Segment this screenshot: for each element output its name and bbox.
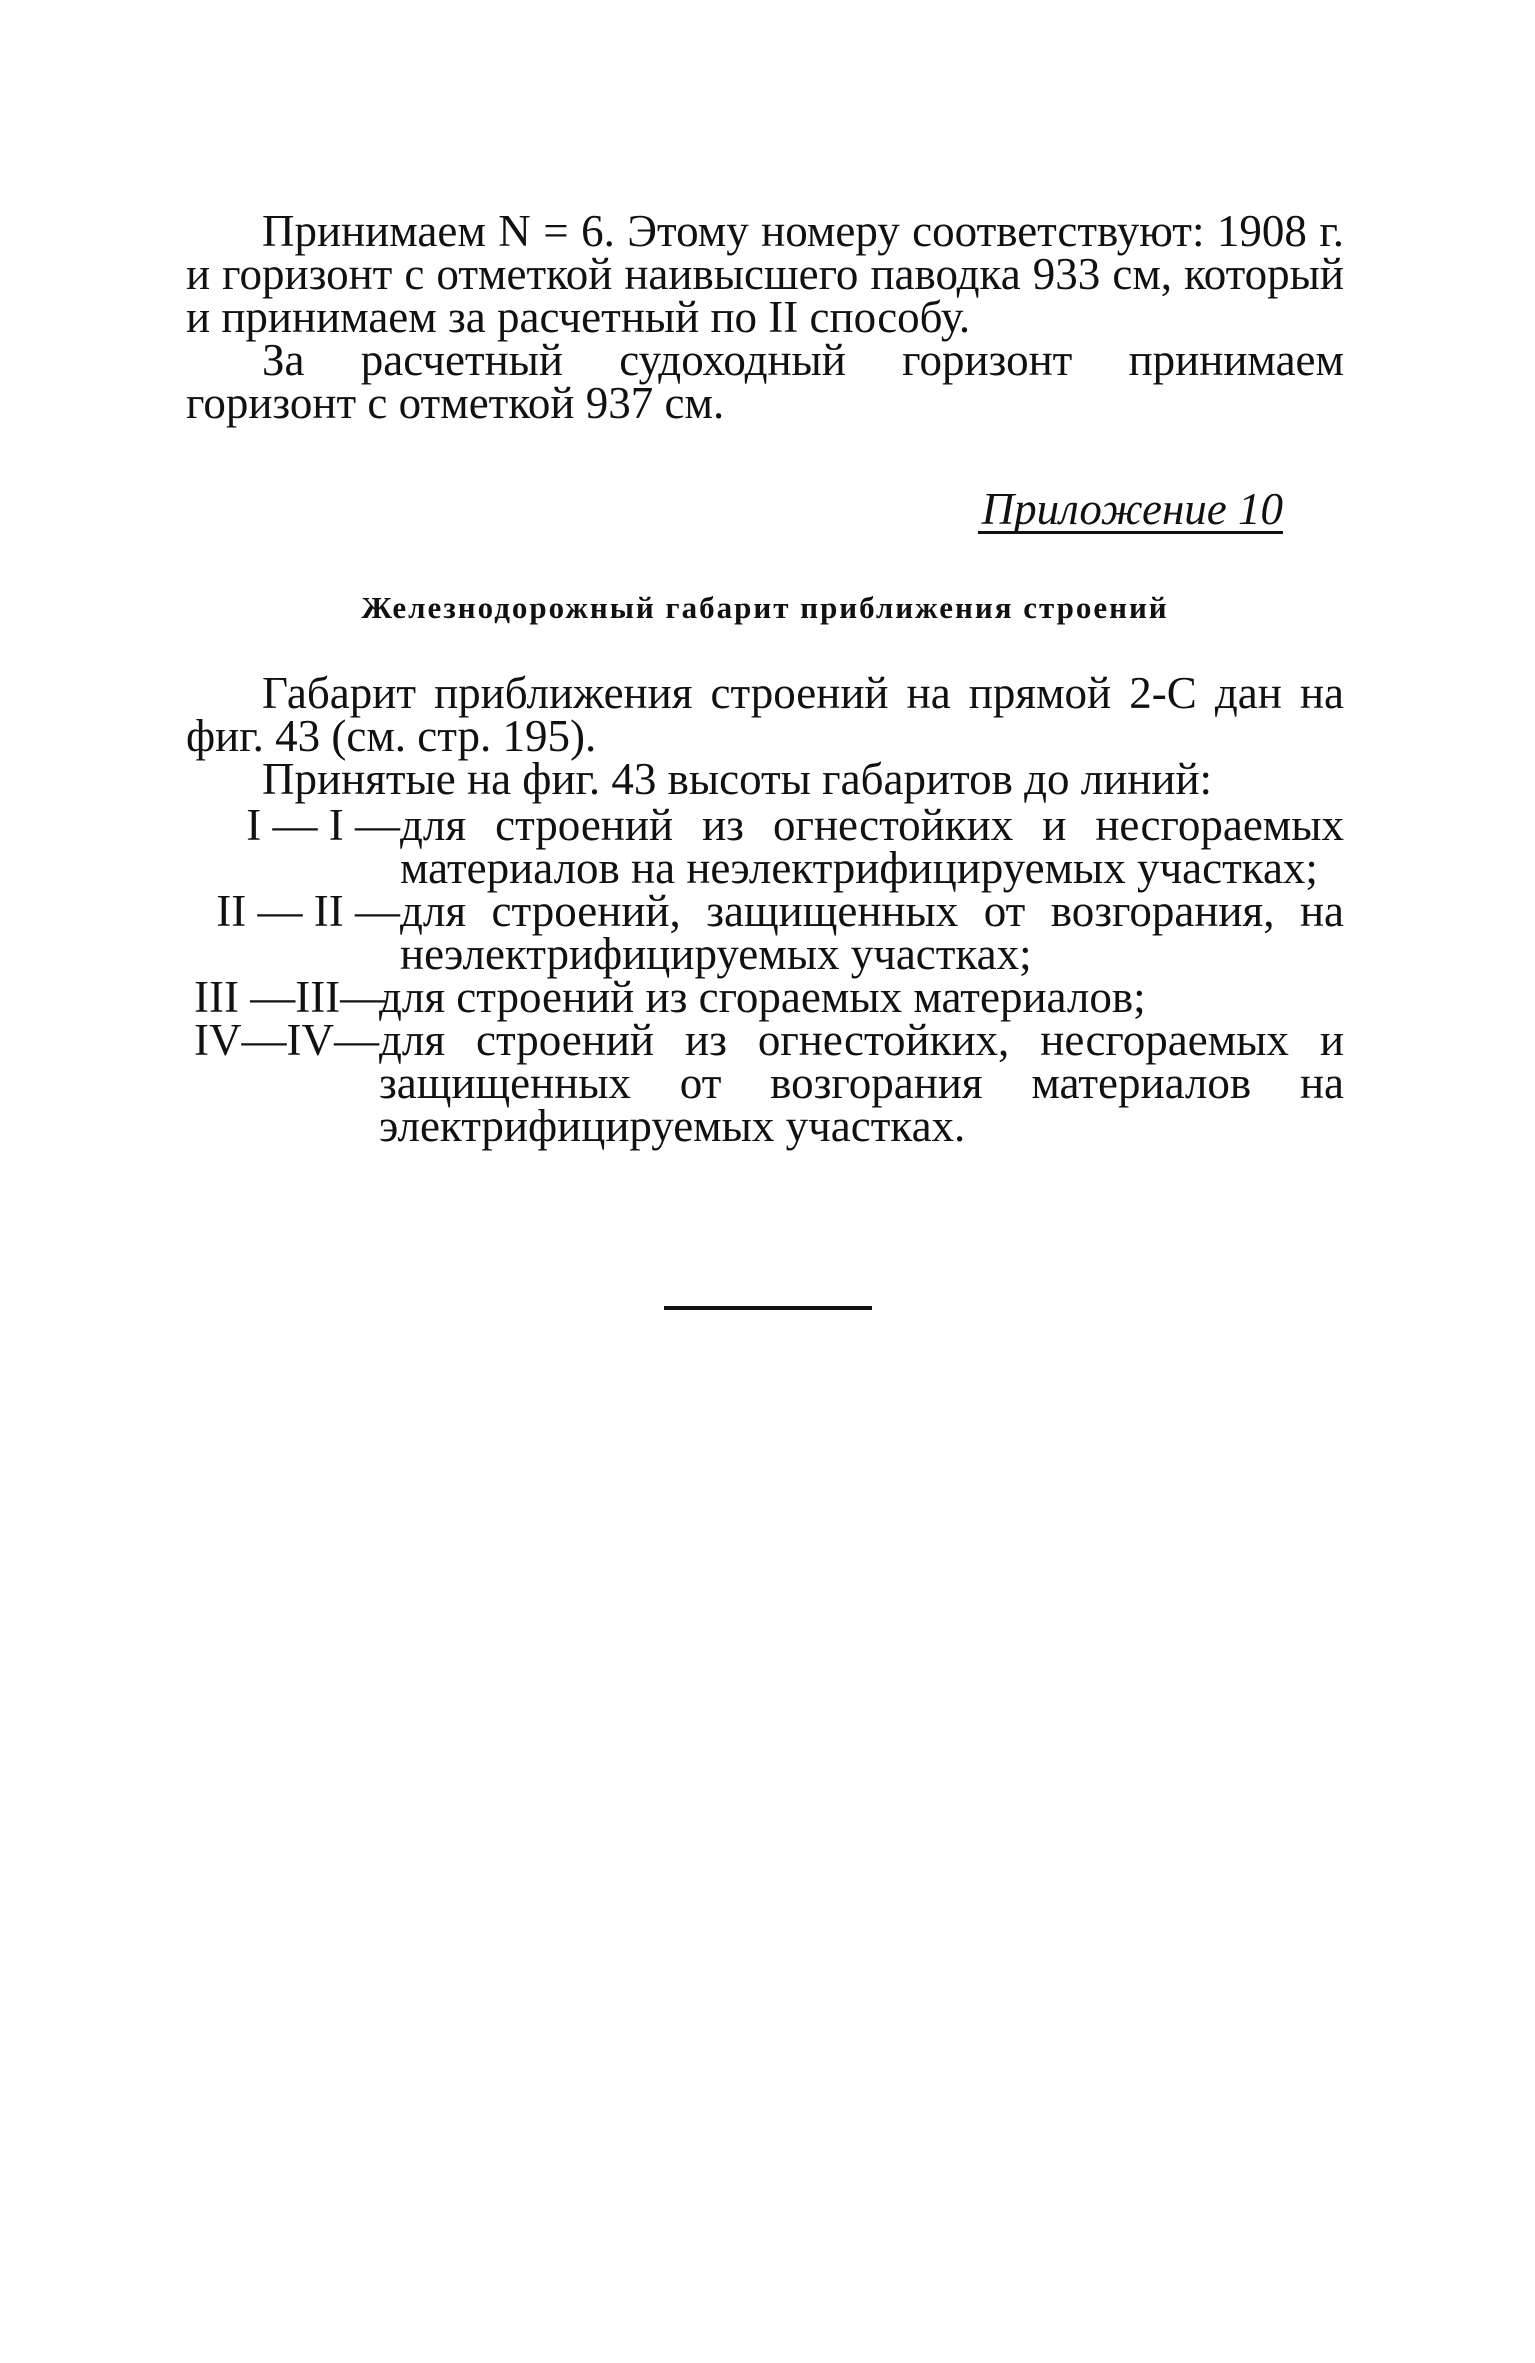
list-item xyxy=(194,972,1344,1022)
end-divider xyxy=(664,1306,872,1310)
list-item xyxy=(200,886,1344,979)
appendix-label: Приложение 10 xyxy=(981,484,1283,534)
line-description: для строений из сгораемых материалов; xyxy=(379,972,1146,1022)
intro-paragraph-1: Принимаем N = 6. Этому номеру соответствуют: 1908 г. и горизонт с отметкой наивысшего паводка 933 см, который и принимаем за расчетный по II способу. xyxy=(186,206,1344,342)
line-description: для строений из огнестойких и несгораемых материалов на неэлектрифицируемых участках; xyxy=(400,800,1344,893)
body-paragraph-1: Габарит приближения строений на прямой 2-С дан на фиг. 43 (см. стр. 195). xyxy=(186,668,1344,761)
body-section xyxy=(186,668,1344,804)
line-mark: II — II — xyxy=(216,886,400,936)
list-item xyxy=(200,800,1344,893)
line-mark: III —III— xyxy=(194,972,386,1022)
line-description: для строений, защищенных от возгорания, на неэлектрифицируемых участках; xyxy=(400,886,1344,979)
list-item xyxy=(194,1015,1344,1151)
line-definitions-list xyxy=(186,800,1344,1151)
line-description: для строений из огнестойких, несгораемых и защищенных от возгорания материалов на электрифицируемых участках. xyxy=(379,1015,1344,1151)
body-paragraph-2: Принятые на фиг. 43 высоты габаритов до линий: xyxy=(262,754,1213,804)
line-mark: I — I — xyxy=(246,800,400,850)
intro-section xyxy=(186,206,1344,428)
intro-paragraph-2: За расчетный судоходный горизонт принимаем горизонт с отметкой 937 см. xyxy=(186,335,1344,428)
line-mark: IV—IV— xyxy=(194,1015,379,1065)
section-title: Железнодорожный габарит приближения строений xyxy=(361,590,1169,625)
